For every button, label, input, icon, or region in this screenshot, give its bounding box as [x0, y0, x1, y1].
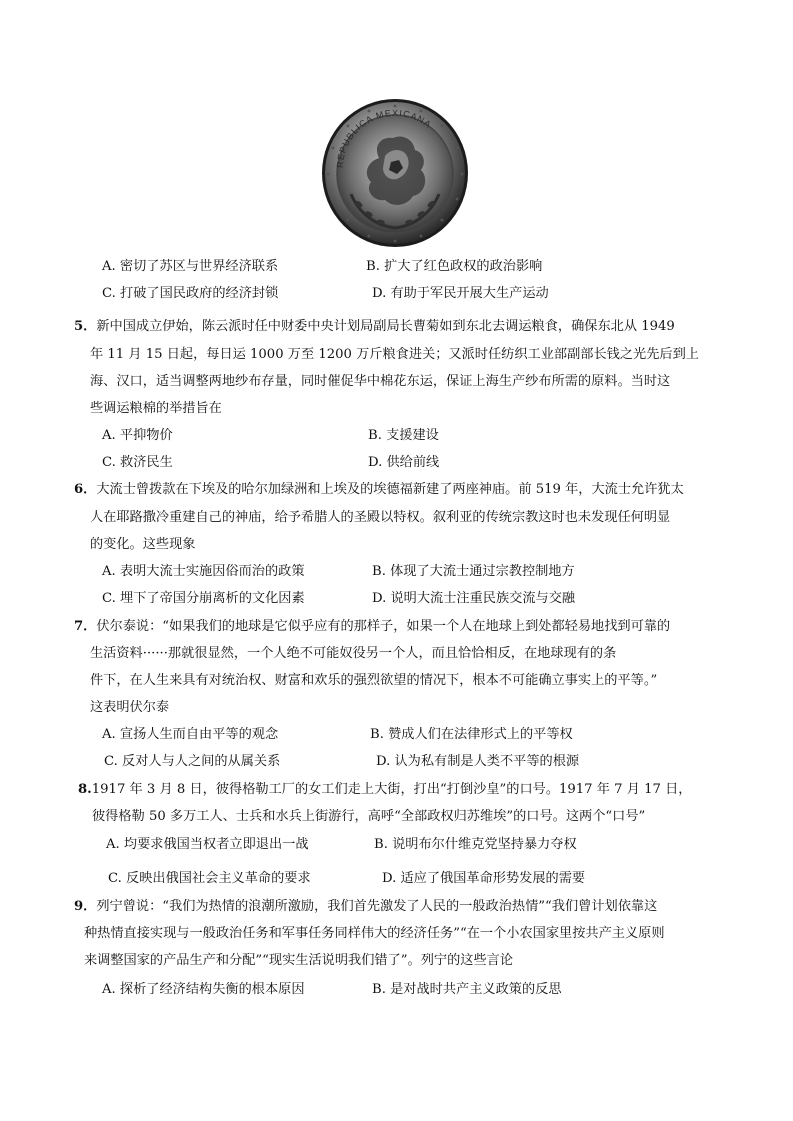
q7-option-a: A. 宣扬人生而自由平等的观念: [102, 727, 279, 742]
q7-option-c: C. 反对人与人之间的从属关系: [104, 754, 281, 769]
question-9-line-1: 9．列宁曾说：“我们为热情的浪潮所激励，我们首先激发了人民的一般政治热情”“我们曾计划依靠这: [74, 899, 658, 914]
question-8-number: 8.: [78, 782, 92, 797]
question-7-number: 7．: [74, 619, 97, 634]
question-6-line-1: 6．大流士曾拨款在下埃及的哈尔加绿洲和上埃及的埃德福新建了两座神庙。前 519 年，大流士允许犹太: [74, 482, 684, 497]
question-5-line-1: 5．新中国成立伊始，陈云派时任中财委中央计划局副局长曹菊如到东北去调运粮食，确保东北从 1949: [74, 319, 675, 334]
question-7-line-4: 这表明伏尔泰: [90, 700, 170, 715]
q5-option-b: B. 支援建设: [368, 428, 439, 443]
q7-option-b: B. 赞成人们在法律形式上的平等权: [370, 727, 573, 742]
coin-rim-lettering: REPUBLICA MEXICANA: [334, 107, 434, 169]
question-9-line-3: 来调整国家的产品生产和分配”“现实生活说明我们错了”。列宁的这些言论: [84, 953, 514, 968]
q7-option-d: D. 认为私有制是人类不平等的根源: [376, 754, 580, 769]
q9-option-b: B. 是对战时共产主义政策的反思: [372, 982, 562, 997]
q8-option-c: C. 反映出俄国社会主义革命的要求: [108, 871, 311, 886]
question-7-line-1: 7．伏尔泰说：“如果我们的地球是它似乎应有的那样子，如果一个人在地球上到处都轻易地找到可靠的: [74, 619, 671, 634]
question-6-line-3: 的变化。这些现象: [90, 537, 196, 552]
question-7-line-2: 生活资料······那就很显然，一个人绝不可能奴役另一个人，而且恰恰相反，在地球现有的条: [90, 646, 617, 661]
q6-option-c: C. 埋下了帝国分崩离析的文化因素: [102, 591, 305, 606]
question-7-line-3: 件下，在人生来具有对统治权、财富和欢乐的强烈欲望的情况下，根本不可能确立事实上的平等。”: [90, 673, 658, 688]
question-5-line-3: 海、汉口，适当调整两地纱布存量，同时催促华中棉花东运，保证上海生产纱布所需的原料。当时这: [90, 374, 671, 389]
q5-option-a: A. 平抑物价: [102, 428, 173, 443]
question-6-line-2: 人在耶路撒冷重建自己的神庙，给予希腊人的圣殿以特权。叙利亚的传统宗教这时也未发现任何明显: [90, 510, 671, 525]
q6-option-d: D. 说明大流士注重民族交流与交融: [372, 591, 576, 606]
question-5-line-2: 年 11 月 15 日起，每日运 1000 万至 1200 万斤粮食进关；又派时任纺织工业部副部长钱之光先后到上: [90, 347, 699, 362]
q4-option-a: A. 密切了苏区与世界经济联系: [102, 259, 279, 274]
question-9-line-2: 种热情直接实现与一般政治任务和军事任务同样伟大的经济任务”“在一个小农国家里按共产主义原则: [84, 926, 665, 941]
q5-option-c: C. 救济民生: [102, 455, 173, 470]
question-5-number: 5．: [74, 319, 97, 334]
q6-option-a: A. 表明大流士实施因俗而治的政策: [102, 564, 305, 579]
question-6-number: 6．: [74, 482, 97, 497]
q4-option-d: D. 有助于军民开展大生产运动: [372, 286, 549, 301]
q8-option-d: D. 适应了俄国革命形势发展的需要: [382, 871, 586, 886]
q9-option-a: A. 探析了经济结构失衡的根本原因: [102, 982, 305, 997]
question-8-line-1: 8.1917 年 3 月 8 日，彼得格勒工厂的女工们走上大街，打出“打倒沙皇”的口号。1917 年 7 月 17 日，: [78, 782, 692, 797]
question-8-line-2: 彼得格勒 50 多万工人、士兵和水兵上街游行，高呼“全部政权归苏维埃”的口号。这两个“口号”: [92, 809, 646, 824]
question-9-number: 9．: [74, 899, 97, 914]
q8-option-a: A. 均要求俄国当权者立即退出一战: [106, 837, 309, 852]
q6-option-b: B. 体现了大流士通过宗教控制地方: [372, 564, 575, 579]
coin-image: [321, 98, 469, 248]
q4-option-b: B. 扩大了红色政权的政治影响: [366, 259, 543, 274]
question-5-line-4: 些调运粮棉的举措旨在: [90, 401, 222, 416]
q8-option-b: B. 说明布尔什维克党坚持暴力夺权: [374, 837, 577, 852]
q4-option-c: C. 打破了国民政府的经济封锁: [102, 286, 279, 301]
q5-option-d: D. 供给前线: [368, 455, 440, 470]
